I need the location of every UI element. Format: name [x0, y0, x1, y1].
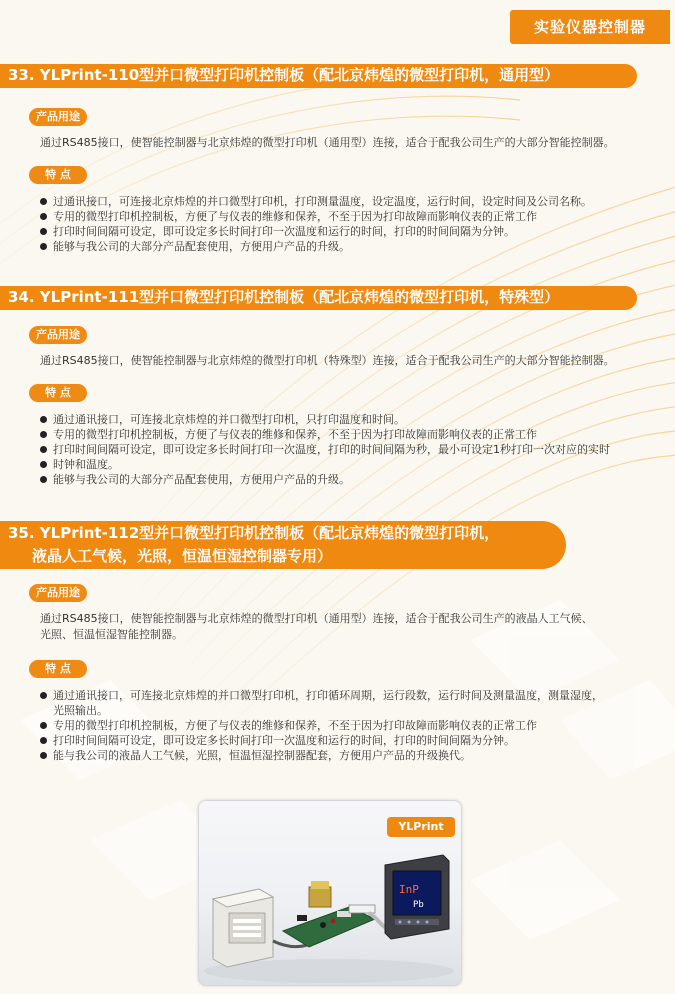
section-33-features-label: 特 点 — [29, 166, 87, 184]
section-35-usage-line: 光照、恒温恒湿智能控制器。 — [40, 628, 183, 641]
list-item-text: 时钟和温度。 — [53, 458, 119, 471]
list-item-text: 能够与我公司的大部分产品配套使用，方便用户产品的升级。 — [53, 240, 350, 253]
list-item — [40, 748, 670, 763]
section-35-title-line-2: 液晶人工气候，光照，恒温恒湿控制器专用） — [32, 547, 333, 565]
controller-unit — [385, 855, 449, 939]
section-35-title — [0, 521, 566, 569]
list-item — [40, 688, 670, 718]
section-35-usage-label: 产品用途 — [29, 584, 87, 602]
list-item-text: 通过通讯接口，可连接北京炜煌的并口微型打印机，打印循环周期，运行段数，运行时间及测量温度，测量湿度， — [53, 689, 603, 702]
section-35-features-list — [40, 688, 670, 763]
section-33-title — [0, 64, 637, 88]
micro-printer — [213, 889, 273, 967]
section-34-title-text: 34. YLPrint-111型并口微型打印机控制板（配北京炜煌的微型打印机，特殊型） — [8, 288, 560, 306]
product-photo — [198, 800, 462, 986]
list-item — [40, 224, 670, 239]
section-33-usage-text — [40, 135, 670, 151]
section-33-usage-label: 产品用途 — [29, 108, 87, 126]
section-34-features-list — [40, 412, 670, 487]
list-item-text: 过通讯接口，可连接北京炜煌的并口微型打印机，打印测量温度，设定温度，运行时间，设定时间及公司名称。 — [53, 195, 592, 208]
section-34-features-label: 特 点 — [29, 384, 87, 402]
control-board — [283, 881, 375, 947]
section-34-usage-line: 通过RS485接口，使智能控制器与北京炜煌的微型打印机（特殊型）连接，适合于配我公司生产的大部分智能控制器。 — [40, 354, 615, 367]
list-item — [40, 442, 670, 457]
controller-screen-line-2: Pb — [413, 900, 424, 910]
list-item-text: 专用的微型打印机控制板，方便了与仪表的维修和保养，不至于因为打印故障而影响仪表的正常工作 — [53, 210, 537, 223]
list-item — [40, 209, 670, 224]
product-illustration — [199, 801, 461, 985]
section-35-features-label: 特 点 — [29, 660, 87, 678]
list-item — [40, 718, 670, 733]
section-34-usage-text — [40, 353, 670, 369]
section-35-title-line-1: 35. YLPrint-112型并口微型打印机控制板（配北京炜煌的微型打印机， — [8, 524, 500, 542]
list-item-text: 能与我公司的液晶人工气候，光照，恒温恒湿控制器配套，方便用户产品的升级换代。 — [53, 749, 471, 762]
list-item-text: 通过通讯接口，可连接北京炜煌的并口微型打印机，只打印温度和时间。 — [53, 413, 405, 426]
list-item — [40, 194, 670, 209]
list-item-text: 光照输出。 — [53, 704, 108, 717]
list-item-text: 打印时间间隔可设定，即可设定多长时间打印一次温度，打印的时间间隔为秒，最小可设定1秒打印一次对应的实时 — [53, 443, 610, 456]
header-category-tag: 实验仪器控制器 — [510, 10, 670, 44]
controller-screen-line-1: InP — [399, 883, 419, 896]
list-item-text: 打印时间间隔可设定，即可设定多长时间打印一次温度和运行的时间，打印的时间间隔为分钟。 — [53, 734, 515, 747]
list-item — [40, 427, 670, 442]
section-33-title-text: 33. YLPrint-110型并口微型打印机控制板（配北京炜煌的微型打印机，通用型） — [8, 66, 560, 84]
section-33-usage-line: 通过RS485接口，使智能控制器与北京炜煌的微型打印机（通用型）连接，适合于配我公司生产的大部分智能控制器。 — [40, 136, 615, 149]
list-item — [40, 457, 670, 472]
list-item-text: 打印时间间隔可设定，即可设定多长时间打印一次温度和运行的时间，打印的时间间隔为分钟。 — [53, 225, 515, 238]
list-item — [40, 239, 670, 254]
list-item — [40, 412, 670, 427]
list-item-text: 能够与我公司的大部分产品配套使用，方便用户产品的升级。 — [53, 473, 350, 486]
list-item-text: 专用的微型打印机控制板，方便了与仪表的维修和保养，不至于因为打印故障而影响仪表的正常工作 — [53, 719, 537, 732]
list-item — [40, 472, 670, 487]
list-item-text: 专用的微型打印机控制板，方便了与仪表的维修和保养，不至于因为打印故障而影响仪表的正常工作 — [53, 428, 537, 441]
section-33-features-list — [40, 194, 670, 254]
section-35-usage-line: 通过RS485接口，使智能控制器与北京炜煌的微型打印机（通用型）连接，适合于配我公司生产的液晶人工气候、 — [40, 612, 593, 625]
section-35-usage-text — [40, 611, 670, 643]
section-34-usage-label: 产品用途 — [29, 326, 87, 344]
list-item — [40, 733, 670, 748]
product-badge: YLPrint — [387, 817, 455, 837]
section-34-title — [0, 286, 637, 310]
